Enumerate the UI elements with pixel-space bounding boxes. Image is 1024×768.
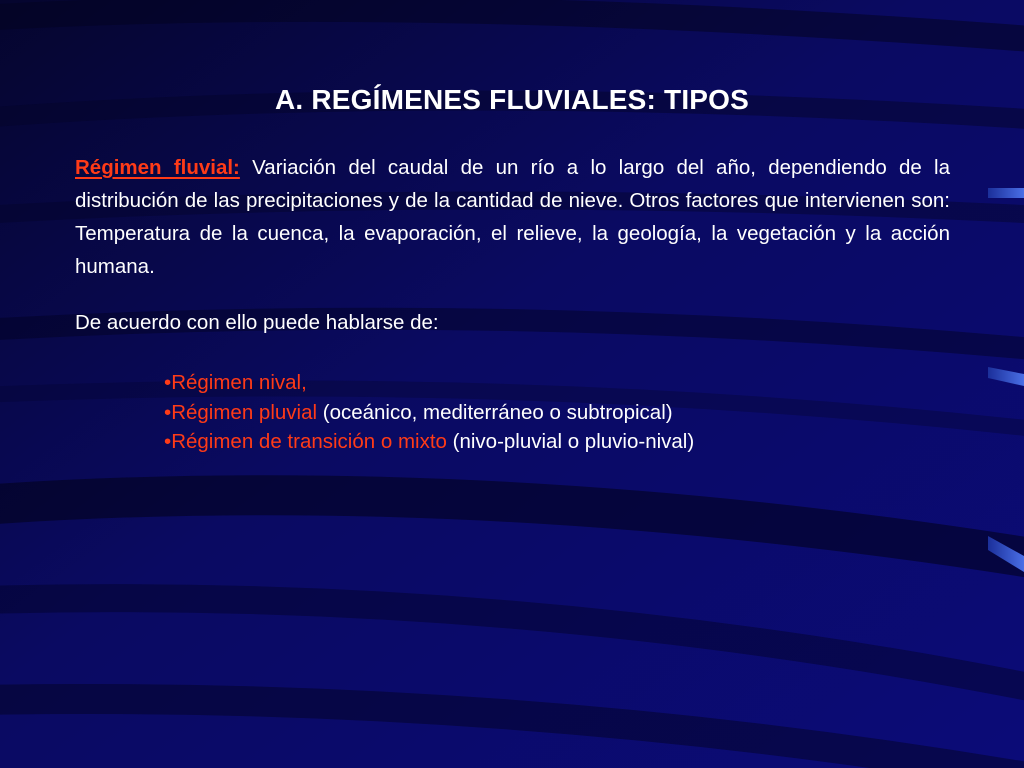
- bullet-marker: •: [164, 430, 172, 453]
- definition-text: Variación del caudal de un río a lo largo del año, dependiendo de la distribución de las precipitaciones y de la cantidad de nieve. Otros factores que intervienen son: Temperatura de la cuenca, la evaporación, el relieve, la geología, la vegetación y la acción humana.: [75, 156, 950, 278]
- intro-text: De acuerdo con ello puede hablarse de:: [75, 311, 439, 334]
- definition-paragraph: [75, 151, 950, 283]
- bullet-marker: •: [164, 400, 172, 424]
- list-item: [164, 398, 694, 428]
- list-item: [164, 427, 694, 457]
- regime-list: [164, 368, 694, 457]
- regime-note: (oceánico, mediterráneo o subtropical): [322, 400, 673, 424]
- slide-title: A. REGÍMENES FLUVIALES: TIPOS: [274, 83, 750, 115]
- regime-name: Régimen pluvial: [171, 400, 318, 424]
- edge-mark-1: [988, 188, 1024, 198]
- regime-name: Régimen nival,: [171, 371, 307, 394]
- regime-note: (nivo-pluvial o pluvio-nival): [452, 430, 695, 453]
- definition-term: Régimen fluvial:: [75, 156, 240, 179]
- bullet-marker: •: [164, 371, 172, 394]
- list-item: [164, 368, 694, 398]
- regime-name: Régimen de transición o mixto: [171, 430, 447, 453]
